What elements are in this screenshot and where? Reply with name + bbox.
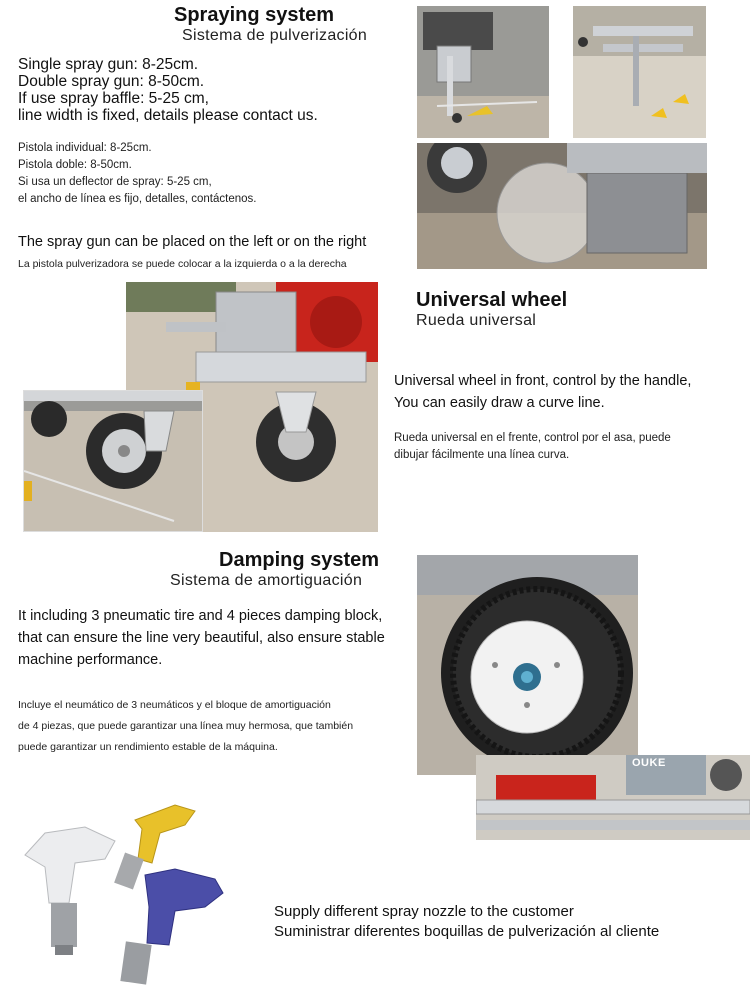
damping-en-line: that can ensure the line very beautiful, also ensure stable	[18, 630, 385, 646]
wheel-en-line: You can easily draw a curve line.	[394, 395, 605, 411]
wheel-en-line: Universal wheel in front, control by the handle,	[394, 373, 692, 389]
damping-es-line: puede garantizar un rendimiento estable de la máquina.	[18, 741, 278, 753]
damping-es-line: Incluye el neumático de 3 neumáticos y el bloque de amortiguación	[18, 699, 331, 711]
damping-en-text	[18, 605, 385, 671]
spraying-en-text	[18, 56, 318, 124]
spray-gun-position-es: La pistola pulverizadora se puede colocar a la izquierda o a la derecha	[18, 258, 347, 270]
spraying-es-text	[18, 140, 256, 208]
wheel-es-text	[394, 430, 671, 464]
spraying-es-line: Pistola doble: 8-50cm.	[18, 159, 132, 171]
wheel-es-line: dibujar fácilmente una línea curva.	[394, 449, 570, 461]
double-gun-photo	[573, 6, 706, 138]
spraying-en-line: Single spray gun: 8-25cm.	[18, 56, 199, 73]
damping-es-line: de 4 piezas, que puede garantizar una línea muy hermosa, que también	[18, 720, 354, 732]
nozzle-text-en: Supply different spray nozzle to the customer	[274, 903, 574, 920]
spraying-es-line: Si usa un deflector de spray: 5-25 cm,	[18, 176, 212, 188]
spraying-en-line: Double spray gun: 8-50cm.	[18, 73, 205, 90]
machine-frame-photo	[476, 755, 750, 840]
wheel-title: Universal wheel	[416, 289, 568, 311]
spraying-title: Spraying system	[174, 4, 335, 26]
damping-en-line: machine performance.	[18, 652, 163, 668]
spraying-es-line: Pistola individual: 8-25cm.	[18, 142, 152, 154]
damping-es-text	[18, 695, 353, 758]
damping-en-line: It including 3 pneumatic tire and 4 pieces damping block,	[18, 608, 383, 624]
spraying-es-line: el ancho de línea es fijo, detalles, contáctenos.	[18, 193, 257, 205]
spraying-subtitle: Sistema de pulverización	[182, 27, 368, 44]
damping-subtitle: Sistema de amortiguación	[170, 572, 363, 589]
wheel-en-text	[394, 370, 691, 414]
spray-nozzles-photo	[15, 795, 240, 995]
spraying-en-line: line width is fixed, details please contact us.	[18, 107, 318, 124]
spray-gun-photo	[417, 6, 549, 138]
pneumatic-tire-photo	[417, 555, 638, 775]
spray-gun-position-en: The spray gun can be placed on the left or on the right	[18, 234, 367, 250]
wheel-closeup-photo	[23, 390, 203, 532]
damping-title: Damping system	[219, 549, 380, 571]
brand-label: OUKE	[632, 757, 666, 769]
spray-baffle-photo	[417, 143, 707, 269]
wheel-subtitle: Rueda universal	[416, 312, 537, 329]
nozzle-text-es: Suministrar diferentes boquillas de pulverización al cliente	[274, 923, 660, 940]
wheel-es-line: Rueda universal en el frente, control por el asa, puede	[394, 432, 671, 444]
spraying-en-line: If use spray baffle: 5-25 cm,	[18, 90, 209, 107]
